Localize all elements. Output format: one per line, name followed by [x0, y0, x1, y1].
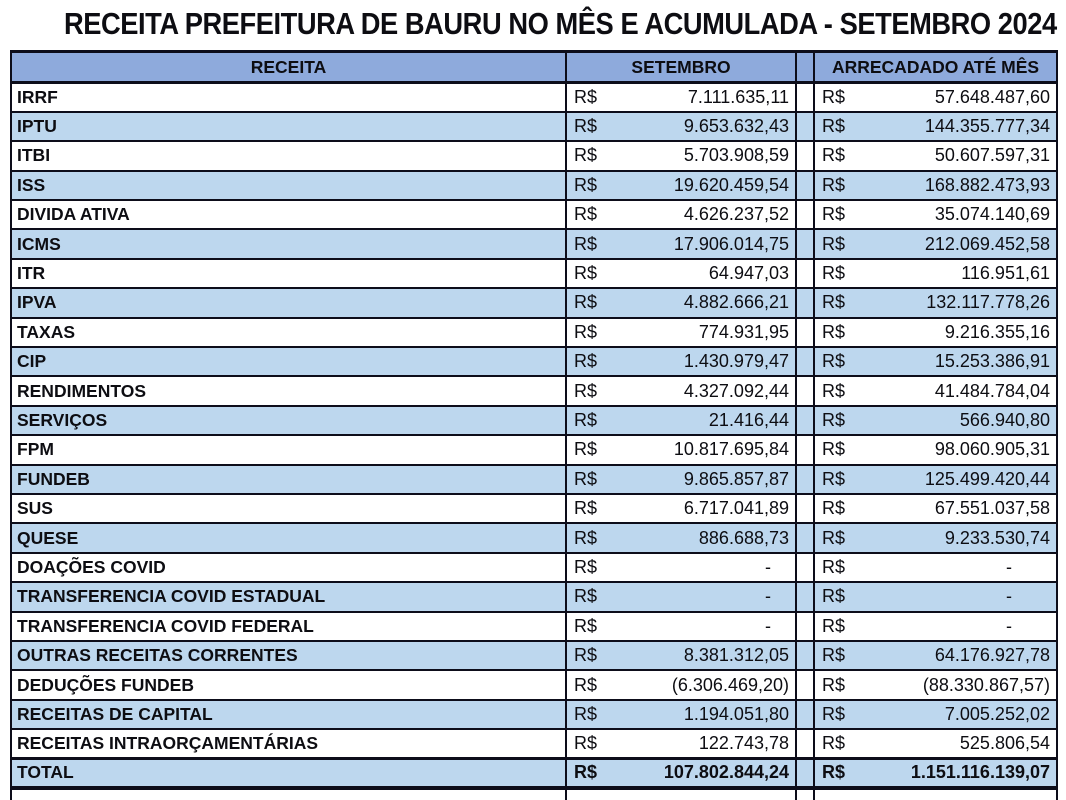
spacer-cell: [796, 553, 814, 582]
partial-cell: [566, 788, 796, 800]
spacer-cell: [796, 729, 814, 758]
setembro-value-cell: [566, 758, 796, 787]
spacer-cell: [796, 406, 814, 435]
currency-symbol: R$: [822, 615, 846, 636]
currency-symbol: R$: [574, 468, 598, 489]
amount-value: 67.551.037,58: [934, 498, 1050, 519]
row-label: DIVIDA ATIVA: [11, 200, 566, 229]
amount-value: -: [1006, 615, 1012, 636]
partial-cell: [11, 788, 566, 800]
amount-value: 144.355.777,34: [924, 116, 1050, 137]
arrecadado-value-cell: [814, 641, 1057, 670]
arrecadado-value-cell: [814, 376, 1057, 405]
currency-symbol: R$: [574, 409, 598, 430]
setembro-value-cell: [566, 612, 796, 641]
row-label: IPVA: [11, 288, 566, 317]
table-row: [11, 670, 1057, 699]
table-row: [11, 494, 1057, 523]
total-row: [11, 758, 1057, 787]
currency-symbol: R$: [574, 498, 598, 519]
setembro-value-cell: [566, 553, 796, 582]
table-row: [11, 376, 1057, 405]
table-body: [11, 83, 1057, 800]
row-label: RENDIMENTOS: [11, 376, 566, 405]
amount-value: 525.806,54: [959, 733, 1050, 754]
setembro-value-cell: [566, 376, 796, 405]
amount-value: 116.951,61: [961, 263, 1050, 284]
arrecadado-value-cell: [814, 112, 1057, 141]
currency-symbol: R$: [822, 380, 846, 401]
currency-symbol: R$: [822, 674, 846, 695]
spacer-cell: [796, 465, 814, 494]
currency-symbol: R$: [822, 233, 846, 254]
amount-value: 9.233.530,74: [944, 527, 1050, 548]
amount-value: -: [765, 556, 771, 577]
arrecadado-value-cell: [814, 171, 1057, 200]
amount-value: 41.484.784,04: [934, 380, 1050, 401]
currency-symbol: R$: [574, 674, 598, 695]
currency-symbol: R$: [574, 556, 598, 577]
table-row: [11, 582, 1057, 611]
arrecadado-value-cell: [814, 435, 1057, 464]
table-row: [11, 200, 1057, 229]
spacer-cell: [796, 612, 814, 641]
spacer-cell: [796, 288, 814, 317]
row-label: RECEITAS INTRAORÇAMENTÁRIAS: [11, 729, 566, 758]
amount-value: 886.688,73: [698, 527, 789, 548]
row-label: TRANSFERENCIA COVID FEDERAL: [11, 612, 566, 641]
arrecadado-value-cell: [814, 494, 1057, 523]
amount-value: 774.931,95: [698, 321, 789, 342]
amount-value: 8.381.312,05: [683, 645, 789, 666]
currency-symbol: R$: [574, 174, 598, 195]
spacer-cell: [796, 700, 814, 729]
table-row: [11, 171, 1057, 200]
amount-value: 212.069.452,58: [924, 233, 1050, 254]
spacer-cell: [796, 200, 814, 229]
setembro-value-cell: [566, 582, 796, 611]
amount-value: 57.648.487,60: [934, 86, 1050, 107]
currency-symbol: R$: [822, 703, 846, 724]
currency-symbol: R$: [822, 174, 846, 195]
spacer-cell: [796, 141, 814, 170]
table-row: [11, 318, 1057, 347]
header-spacer-cell: [796, 52, 814, 83]
amount-value: 125.499.420,44: [924, 468, 1050, 489]
spacer-cell: [796, 582, 814, 611]
setembro-value-cell: [566, 729, 796, 758]
table-row: [11, 112, 1057, 141]
currency-symbol: R$: [822, 116, 846, 137]
spacer-cell: [796, 641, 814, 670]
setembro-value-cell: [566, 465, 796, 494]
setembro-value-cell: [566, 83, 796, 112]
amount-value: 64.176.927,78: [934, 645, 1050, 666]
spacer-cell: [796, 670, 814, 699]
currency-symbol: R$: [574, 116, 598, 137]
amount-value: 168.882.473,93: [924, 174, 1050, 195]
currency-symbol: R$: [822, 351, 846, 372]
row-label: TRANSFERENCIA COVID ESTADUAL: [11, 582, 566, 611]
setembro-value-cell: [566, 435, 796, 464]
currency-symbol: R$: [574, 321, 598, 342]
currency-symbol: R$: [822, 321, 846, 342]
amount-value: 5.703.908,59: [683, 145, 789, 166]
amount-value: 6.717.041,89: [683, 498, 789, 519]
currency-symbol: R$: [574, 351, 598, 372]
arrecadado-value-cell: [814, 259, 1057, 288]
amount-value: 122.743,78: [698, 733, 789, 754]
setembro-value-cell: [566, 200, 796, 229]
amount-value: -: [1006, 586, 1012, 607]
amount-value: 17.906.014,75: [673, 233, 789, 254]
arrecadado-value-cell: [814, 582, 1057, 611]
column-header-setembro: SETEMBRO: [566, 52, 796, 83]
setembro-value-cell: [566, 259, 796, 288]
currency-symbol: R$: [574, 380, 598, 401]
row-label: RECEITAS DE CAPITAL: [11, 700, 566, 729]
amount-value: 1.430.979,47: [683, 351, 789, 372]
setembro-value-cell: [566, 523, 796, 552]
arrecadado-value-cell: [814, 406, 1057, 435]
amount-value: 7.005.252,02: [944, 703, 1050, 724]
column-header-receita: RECEITA: [11, 52, 566, 83]
row-label: DEDUÇÕES FUNDEB: [11, 670, 566, 699]
amount-value: 132.117.778,26: [926, 292, 1050, 313]
currency-symbol: R$: [822, 409, 846, 430]
amount-value: 9.216.355,16: [944, 321, 1050, 342]
table-row: [11, 141, 1057, 170]
arrecadado-value-cell: [814, 288, 1057, 317]
table-row: [11, 347, 1057, 376]
page-title: RECEITA PREFEITURA DE BAURU NO MÊS E ACUMULADA - SETEMBRO 2024: [63, 6, 1057, 41]
spacer-cell: [796, 318, 814, 347]
table-row: [11, 465, 1057, 494]
currency-symbol: R$: [574, 233, 598, 254]
arrecadado-value-cell: [814, 700, 1057, 729]
table-row: [11, 641, 1057, 670]
currency-symbol: R$: [822, 556, 846, 577]
row-label: FUNDEB: [11, 465, 566, 494]
spacer-cell: [796, 494, 814, 523]
amount-value: (88.330.867,57): [922, 674, 1050, 695]
currency-symbol: R$: [822, 468, 846, 489]
table-row: [11, 523, 1057, 552]
spacer-cell: [796, 376, 814, 405]
setembro-value-cell: [566, 229, 796, 258]
currency-symbol: R$: [822, 527, 846, 548]
currency-symbol: R$: [574, 439, 598, 460]
partial-clipped-row: [11, 788, 1057, 800]
amount-value: (6.306.469,20): [671, 674, 789, 695]
column-header-arrecadado: ARRECADADO ATÉ MÊS: [814, 52, 1057, 83]
currency-symbol: R$: [822, 439, 846, 460]
setembro-value-cell: [566, 700, 796, 729]
arrecadado-value-cell: [814, 670, 1057, 699]
arrecadado-value-cell: [814, 141, 1057, 170]
arrecadado-value-cell: [814, 229, 1057, 258]
currency-symbol: R$: [574, 733, 598, 754]
currency-symbol: R$: [822, 586, 846, 607]
table-row: [11, 435, 1057, 464]
table-row: [11, 553, 1057, 582]
currency-symbol: R$: [574, 615, 598, 636]
arrecadado-value-cell: [814, 553, 1057, 582]
spacer-cell: [796, 112, 814, 141]
row-label: IRRF: [11, 83, 566, 112]
amount-value: 21.416,44: [708, 409, 789, 430]
amount-value: 15.253.386,91: [934, 351, 1050, 372]
table-row: [11, 406, 1057, 435]
amount-value: 4.882.666,21: [683, 292, 789, 313]
row-label: TAXAS: [11, 318, 566, 347]
setembro-value-cell: [566, 641, 796, 670]
amount-value: 1.151.116.139,07: [910, 762, 1050, 783]
row-label: IPTU: [11, 112, 566, 141]
row-label: SERVIÇOS: [11, 406, 566, 435]
arrecadado-value-cell: [814, 83, 1057, 112]
setembro-value-cell: [566, 171, 796, 200]
spacer-cell: [796, 347, 814, 376]
setembro-value-cell: [566, 494, 796, 523]
amount-value: 4.327.092,44: [683, 380, 789, 401]
partial-cell: [814, 788, 1057, 800]
row-label: FPM: [11, 435, 566, 464]
amount-value: 9.653.632,43: [683, 116, 789, 137]
amount-value: 4.626.237,52: [683, 204, 789, 225]
amount-value: 50.607.597,31: [934, 145, 1050, 166]
amount-value: 7.111.635,11: [687, 86, 789, 107]
currency-symbol: R$: [822, 86, 846, 107]
currency-symbol: R$: [574, 527, 598, 548]
amount-value: 566.940,80: [959, 409, 1050, 430]
currency-symbol: R$: [574, 703, 598, 724]
row-label: DOAÇÕES COVID: [11, 553, 566, 582]
spacer-cell: [796, 758, 814, 787]
amount-value: 1.194.051,80: [683, 703, 789, 724]
table-row: [11, 229, 1057, 258]
spacer-cell: [796, 229, 814, 258]
currency-symbol: R$: [574, 86, 598, 107]
setembro-value-cell: [566, 406, 796, 435]
currency-symbol: R$: [822, 733, 846, 754]
spacer-cell: [796, 523, 814, 552]
table-row: [11, 288, 1057, 317]
arrecadado-value-cell: [814, 465, 1057, 494]
row-label: ITBI: [11, 141, 566, 170]
arrecadado-value-cell: [814, 758, 1057, 787]
row-label: ITR: [11, 259, 566, 288]
amount-value: 19.620.459,54: [673, 174, 789, 195]
amount-value: -: [765, 615, 771, 636]
currency-symbol: R$: [822, 762, 846, 783]
arrecadado-value-cell: [814, 318, 1057, 347]
spacer-cell: [796, 83, 814, 112]
amount-value: 107.802.844,24: [663, 762, 789, 783]
arrecadado-value-cell: [814, 200, 1057, 229]
partial-cell: [796, 788, 814, 800]
setembro-value-cell: [566, 318, 796, 347]
currency-symbol: R$: [574, 145, 598, 166]
row-label: ISS: [11, 171, 566, 200]
amount-value: 10.817.695,84: [673, 439, 789, 460]
currency-symbol: R$: [574, 645, 598, 666]
amount-value: -: [1006, 556, 1012, 577]
amount-value: 35.074.140,69: [934, 204, 1050, 225]
amount-value: 64.947,03: [708, 263, 789, 284]
arrecadado-value-cell: [814, 523, 1057, 552]
arrecadado-value-cell: [814, 729, 1057, 758]
arrecadado-value-cell: [814, 612, 1057, 641]
table-row: [11, 700, 1057, 729]
setembro-value-cell: [566, 347, 796, 376]
revenue-table: [10, 50, 1058, 800]
currency-symbol: R$: [822, 498, 846, 519]
amount-value: 9.865.857,87: [683, 468, 789, 489]
row-label: ICMS: [11, 229, 566, 258]
amount-value: 98.060.905,31: [934, 439, 1050, 460]
setembro-value-cell: [566, 670, 796, 699]
table-row: [11, 612, 1057, 641]
table-row: [11, 729, 1057, 758]
currency-symbol: R$: [822, 292, 846, 313]
currency-symbol: R$: [574, 204, 598, 225]
header-row: [11, 52, 1057, 83]
spacer-cell: [796, 259, 814, 288]
table-row: [11, 83, 1057, 112]
amount-value: -: [765, 586, 771, 607]
currency-symbol: R$: [574, 586, 598, 607]
setembro-value-cell: [566, 288, 796, 317]
currency-symbol: R$: [822, 145, 846, 166]
setembro-value-cell: [566, 112, 796, 141]
currency-symbol: R$: [574, 292, 598, 313]
currency-symbol: R$: [574, 762, 598, 783]
row-label: SUS: [11, 494, 566, 523]
row-label: QUESE: [11, 523, 566, 552]
spacer-cell: [796, 435, 814, 464]
setembro-value-cell: [566, 141, 796, 170]
row-label: CIP: [11, 347, 566, 376]
arrecadado-value-cell: [814, 347, 1057, 376]
currency-symbol: R$: [822, 263, 846, 284]
currency-symbol: R$: [822, 645, 846, 666]
table-row: [11, 259, 1057, 288]
row-label: OUTRAS RECEITAS CORRENTES: [11, 641, 566, 670]
currency-symbol: R$: [822, 204, 846, 225]
row-label: TOTAL: [11, 758, 566, 787]
spacer-cell: [796, 171, 814, 200]
currency-symbol: R$: [574, 263, 598, 284]
